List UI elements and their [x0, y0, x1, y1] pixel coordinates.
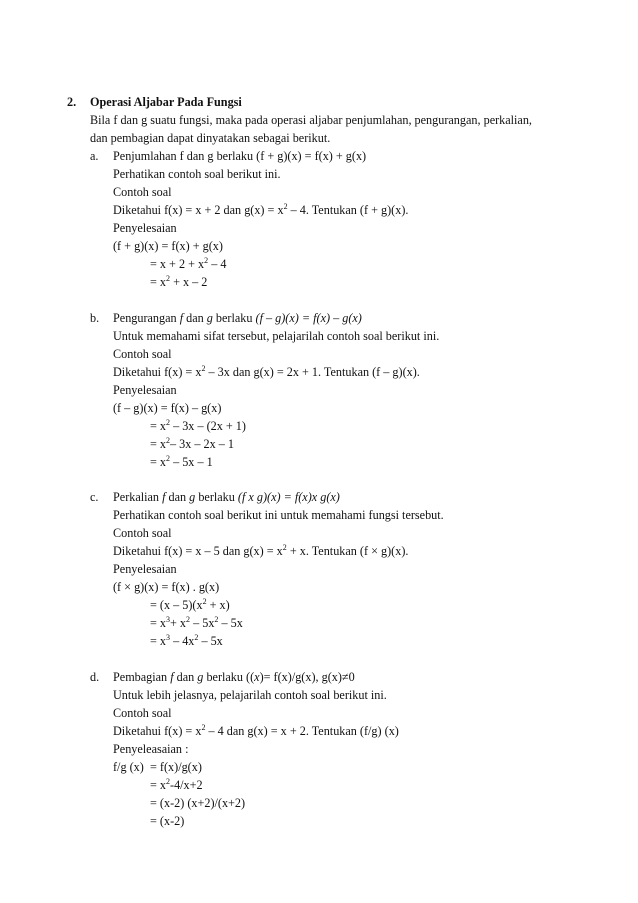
subtraction-solution-label: Penyelesaian	[113, 383, 177, 397]
section-number: 2.	[67, 95, 77, 109]
addition-example-label: Contoh soal	[113, 185, 172, 199]
subtraction-given: Diketahui $f(x) = x^2 - 3x$ dan g(x) = 2x + 1. Tentukan (f – g)(x).	[113, 364, 420, 379]
subtraction-step-2: = $x^2 - 3x - (2x + 1)$	[150, 418, 246, 433]
addition-heading: Penjumlahan f dan g berlaku (f + g)(x) = f(x) + g(x)	[113, 149, 367, 163]
division-step-3: = (x-2) (x+2)/(x+2)	[150, 796, 246, 810]
multiplication-step-3: = $x^3+ x^2 - 5x^2 - 5x$	[150, 615, 243, 630]
multiplication-heading: Perkalian f dan g berlaku (f x g)(x) = f(x)x g(x)	[113, 490, 340, 504]
division-solution-label: Penyeleasaian :	[113, 742, 189, 756]
item-letter-c: c.	[90, 490, 99, 504]
multiplication-example-label: Contoh soal	[113, 526, 172, 540]
addition-step-2: = $x + 2 + x^2 - 4$	[150, 256, 227, 271]
division-step-2: = $x^2-4/x+2$	[150, 777, 203, 792]
item-letter-a: a.	[90, 149, 99, 163]
division-step-1-right: = f(x)/g(x)	[150, 760, 202, 774]
subtraction-step-1: (f – g)(x) = f(x) – g(x)	[113, 401, 222, 415]
division-note: Untuk lebih jelasnya, pelajarilah contoh soal berikut ini.	[113, 688, 387, 702]
addition-step-1: (f + g)(x) = f(x) + g(x)	[113, 239, 223, 253]
multiplication-step-4: = $x^3 - 4x^2 - 5x$	[150, 633, 223, 648]
division-step-4: = (x-2)	[150, 814, 185, 828]
multiplication-solution-label: Penyelesaian	[113, 562, 177, 576]
item-letter-b: b.	[90, 311, 100, 325]
intro-line-2: dan pembagian dapat dinyatakan sebagai berikut.	[90, 131, 331, 145]
addition-solution-label: Penyelesaian	[113, 221, 177, 235]
addition-note: Perhatikan contoh soal berikut ini.	[113, 167, 281, 181]
item-letter-d: d.	[90, 670, 100, 684]
division-heading: Pembagian f dan g berlaku ((x)= f(x)/g(x), g(x)≠0	[113, 670, 355, 684]
subtraction-example-label: Contoh soal	[113, 347, 172, 361]
multiplication-given: Diketahui f(x) = x – 5 dan $g(x) = x^2 + x$. Tentukan (f × g)(x).	[113, 543, 409, 558]
subtraction-step-3: = $x^2-$ 3x – 2x – 1	[150, 436, 234, 451]
addition-given: Diketahui f(x) = x + 2 dan $g(x) = x^2 - 4$. Tentukan (f + g)(x).	[113, 202, 409, 217]
subtraction-step-4: = $x^2 - 5x - 1$	[150, 454, 213, 469]
subtraction-heading: Pengurangan f dan g berlaku (f – g)(x) = f(x) – g(x)	[113, 311, 362, 325]
section-title: Operasi Aljabar Pada Fungsi	[90, 95, 242, 109]
subtraction-note: Untuk memahami sifat tersebut, pelajarilah contoh soal berikut ini.	[113, 329, 440, 343]
multiplication-step-2: = $(x - 5)(x^2 + x)$	[150, 597, 230, 612]
multiplication-step-1: (f × g)(x) = f(x) . g(x)	[113, 580, 220, 594]
division-given: Diketahui $f(x) = x^2 - 4$ dan g(x) = x + 2. Tentukan (f/g) (x)	[113, 723, 399, 738]
multiplication-note: Perhatikan contoh soal berikut ini untuk memahami fungsi tersebut.	[113, 508, 444, 522]
division-step-1-left: f/g (x)	[113, 760, 144, 774]
intro-line-1: Bila f dan g suatu fungsi, maka pada operasi aljabar penjumlahan, pengurangan, perkalian,	[90, 113, 532, 127]
division-example-label: Contoh soal	[113, 706, 172, 720]
addition-step-3: = $x^2 + x - 2$	[150, 274, 208, 289]
